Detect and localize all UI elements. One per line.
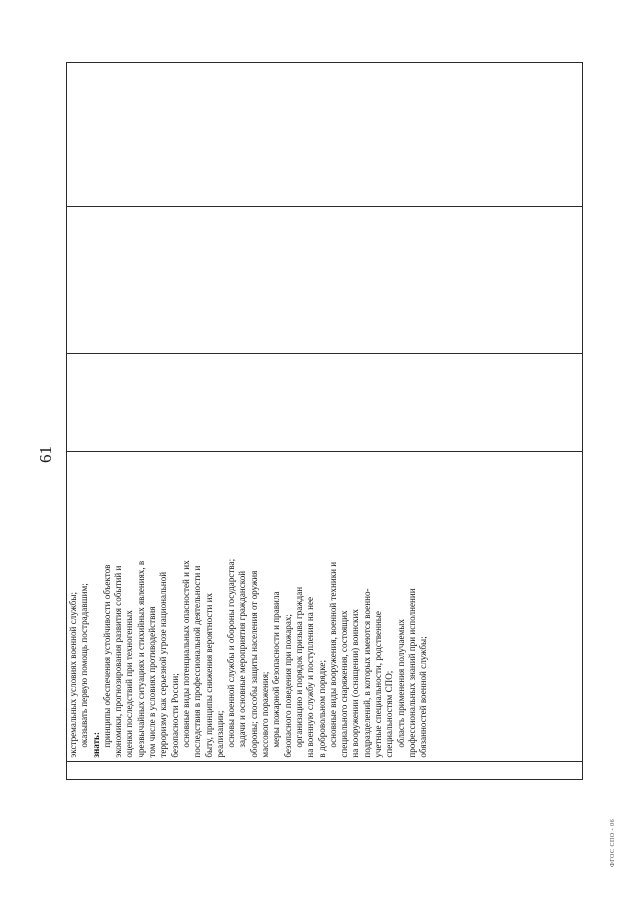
content-line: оказывать первую помощь пострадавшим; — [79, 583, 90, 748]
content-line: безопасного поведения при пожарах; — [282, 614, 293, 758]
content-line: основы военной службы и обороны государства; — [226, 558, 237, 748]
content-line: оценки последствий при техногенных — [124, 610, 135, 758]
content-line: на военную службу и поступления на нее — [305, 596, 316, 758]
content-line: учетные специальности, родственные — [373, 611, 384, 758]
content-line: терроризму как серьезной угрозе национальной — [158, 571, 169, 758]
content-line: реализации; — [214, 710, 225, 758]
content-line: безопасности России; — [169, 673, 180, 758]
content-line: на вооружении (оснащении) воинских — [350, 609, 361, 758]
content-line: профессиональных знаний при исполнении — [406, 588, 417, 758]
skills-knowledge-list — [67, 452, 435, 760]
content-line: массового поражения; — [260, 671, 271, 758]
content-line: экстремальных условиях военной службы; — [68, 591, 78, 758]
table-row — [67, 63, 583, 780]
content-line: специальностям СПО; — [384, 670, 395, 758]
content-line: подразделений, в которых имеются военно- — [361, 588, 372, 758]
page-number: 61 — [36, 446, 55, 463]
content-line — [430, 454, 435, 757]
content-line: том числе в условиях противодействия — [147, 606, 158, 758]
content-line: чрезвычайных ситуациях и стихийных явлениях, в — [135, 560, 146, 758]
content-line: экономики, прогнозирования развития событий и — [113, 565, 124, 758]
discipline-cell — [67, 63, 583, 207]
content-line: организацию и порядок призыва граждан — [293, 586, 304, 748]
content-line: основные виды вооружения, военной техники и — [327, 561, 338, 748]
content-line: обороны; способы защиты населения от оружия — [248, 570, 259, 758]
content-line: обязанностей военной службы; — [418, 636, 429, 758]
content-line: специального снаряжения, состоящих — [339, 610, 350, 758]
content-line: в добровольном порядке; — [316, 660, 327, 758]
content-line: задачи и основные мероприятия гражданской — [237, 570, 248, 748]
content-line: основные виды потенциальных опасностей и их — [180, 560, 191, 748]
hours-max-cell — [67, 354, 583, 452]
content-line: быту, принципы снижения вероятности их — [203, 593, 214, 758]
content-line: меры пожарной безопасности и правила — [271, 591, 282, 748]
content-cell — [67, 452, 583, 761]
content-line: принципы обеспечения устойчивости объектов — [101, 564, 112, 748]
content-line: знать: — [90, 732, 101, 758]
footer-code: ФГОС СПО - 06 — [610, 818, 616, 867]
content-line: область применения получаемых — [395, 619, 406, 748]
standards-table — [66, 62, 583, 780]
hours-required-cell — [67, 207, 583, 354]
content-line: последствия в профессиональной деятельности и — [192, 565, 203, 758]
index-cell — [67, 761, 583, 779]
